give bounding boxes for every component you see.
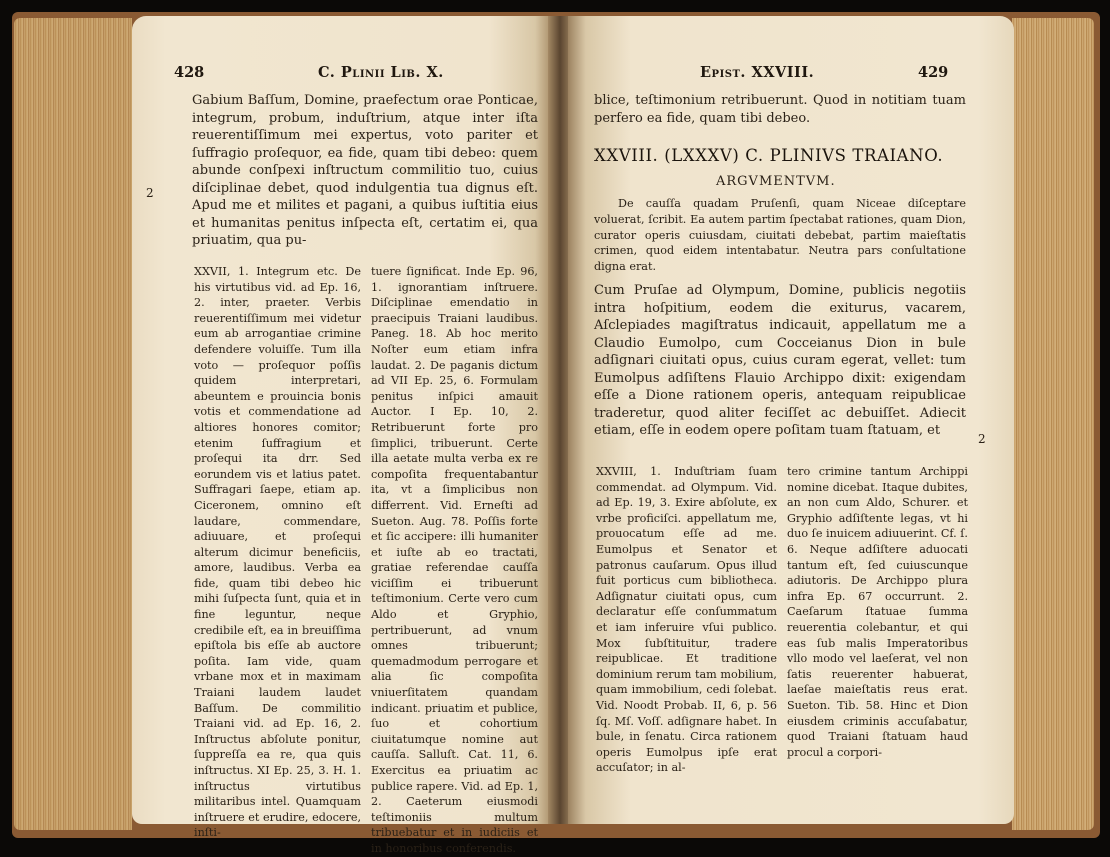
left-page [132,16,552,855]
page-number: 428 [174,64,205,81]
page-edges-left [14,18,132,830]
margin-number: 2 [146,186,154,200]
footnote-text: XXVII, 1. Integrum etc. De his virtutibus vid. ad Ep. 16, 2. inter, praeter. Verbis reuerentiſſimum mei videtur eum ab arrogantiae crimine defendere voluiſſe. Tum illa voto — proſequor poſſis quidem interpretari, abeuntem e prouincia bonis votis et commendatione ad altiores honores comitor; etenim ſuffragium et proſequi ita drr. Sed eorundem vis et latius patet. Suffragari ſaepe, etiam ap. Ciceronem, omnino eſt laudare, commendare, adiuuare, et proſequi alterum dicimur beneficiis, amore, laudibus. Verba ea fide, quam tibi debeo hic mihi ſuſpecta ſunt, quia et in fine leguntur, neque credibile eſt, ea in breuiſſima epiſtola bis eſſe ab auctore poſita. Iam vide, quam vrbane mox et in maximam Traiani laudem laudet Baſſum. De commilitio Traiani vid. ad Ep. 16, 2. Inſtructus abſolute ponitur, ſuppreſſa ea re, qua quis inſtructus. XI Ep. 25, 3. H. 1. inſtructus virtutibus militaribus intel. Quamquam inſtruere et erudire, edocere, inſti- [194,265,361,840]
page-number: 429 [918,64,949,81]
footnotes-column-1 [596,464,777,776]
right-page [568,16,1014,824]
footnotes-column-2 [371,264,538,857]
argumentum-label: ARGVMENTVM. [716,174,836,189]
running-head: C. Plinii Lib. X. [318,64,444,81]
margin-number: 2 [978,432,986,446]
main-text-paragraph: Gabium Baſſum, Domine, praefectum orae Ponticae, integrum, probum, induſtrium, atque inter iſta reuerentiſſimum mei expertus, voto pariter et ſuffragio proſequor, ea fide, quam tibi debeo: quem abunde conſpexi inſtructum commilitio tuo, cuius diſciplinae debet, quod indulgentia tua dignus eſt. Apud me et milites et pagani, a quibus iuſtitia eius et humanitas penitus inſpecta eſt, certatim ei, qua priuatim, qua pu- [192,93,538,248]
continued-text-paragraph: blice, teſtimonium retribuerunt. Quod in notitiam tuam perfero ea fide, quam tibi debeo. [594,93,966,126]
main-text [192,92,538,250]
main-text [594,282,966,440]
footnotes [194,264,538,857]
footnotes [596,464,968,776]
footnote-text: XXVIII, 1. Induſtriam ſuam commendat. ad Olympum. Vid. ad Ep. 19, 3. Exire abſolute, ex vrbe proficiſci. appellatum me, prouocatum eſſe ad me. Eumolpus et Senator et patronus cauſarum. Opus illud fuit porticus cum bibliotheca. Adſignatur ciuitati opus, cum declaratur eſſe conſummatum et iam inferuire vſui publico. Mox ſubſtituitur, tradere reipublicae. Et traditione dominium rerum tam mobilium, quam immobilium, cedi ſolebat. Vid. Noodt Probab. II, 6, p. 56 ſq. Mſ. Voſſ. adſignare habet. In bule, in ſenatu. Circa rationem operis Eumolpus ipſe erat accuſator; in al- [596,465,777,775]
footnote-text: tuere ſignificat. Inde Ep. 96, 1. ignorantiam inſtruere. Diſciplinae emendatio in praecipuis Traiani laudibus. Paneg. 18. Ab hoc merito Noſter eum etiam infra laudat. 2. De paganis dictum ad VII Ep. 25, 6. Formulam penitus inſpici amauit Auctor. I Ep. 10, 2. Retribuerunt forte pro ſimplici, tribuerunt. Certe illa aetate multa verba ex re compoſita frequentabantur ita, vt a ſimplicibus non differrent. Vid. Erneſti ad Sueton. Aug. 78. Poſſis forte et ſic accipere: illi humaniter et iuſte ab eo tractati, gratiae referendae cauſſa viciſſim ei tribuerunt teſtimonium. Certe vero cum Aldo et Gryphio, pertribuerunt, ad vnum omnes tribuerunt; quemadmodum perrogare et alia ſic compoſita vniuerſitatem quandam indicant. priuatim et publice, ſuo et cohortium ciuitatumque nomine aut cauſſa. Salluſt. Cat. 11, 6. Exercitus ea priuatim ac publice rapere. Vid. ad Ep. 1, 2. Caeterum eiusmodi teſtimoniis multum tribuebatur et in iudiciis et in honoribus conferendis. [371,265,538,855]
argumentum-text: De cauſſa quadam Pruſenſi, quam Niceae diſceptare voluerat, ſcribit. Ea autem partim ſpectabat rationes, quam Dion, curator operis cuiusdam, ciuitati debebat, partim maieſtatis crimen, quod eidem intentabatur. Neutra pars conſultatione digna erat. [594,197,966,274]
footnote-text: tero crimine tantum Archippi nomine dicebat. Itaque dubites, an non cum Aldo, Schurer. et Gryphio adſiſtente legas, vt hi duo ſe inuicem adiuuerint. Cf. ſ. 6. Neque adſiſtere aduocati tantum eſt, ſed cuiuscunque adiutoris. De Archippo plura infra Ep. 67 occurrunt. 2. Caeſarum ſtatuae ſumma reuerentia colebantur, et qui eas ſub malis Imperatoribus vllo modo vel laeſerat, vel non ſatis reuerenter habuerat, laeſae maieſtatis reus erat. Sueton. Tib. 58. Hinc et Dion eiusdem criminis accuſabatur, quod Traiani ſtatuam haud procul a corpori- [787,465,968,759]
page-edges-right [1012,18,1094,830]
running-head: Epist. XXVIII. [700,64,815,81]
footnotes-column-1 [194,264,361,857]
continued-text [594,92,966,127]
letter-heading: XXVIII. (LXXXV) C. PLINIVS TRAIANO. [594,146,944,165]
footnotes-column-2 [787,464,968,776]
main-text-paragraph: Cum Pruſae ad Olympum, Domine, publicis negotiis intra hoſpitium, eodem die exiturus, vacarem, Aſclepiades magiſtratus indicauit, appellatum me a Claudio Eumolpo, cum Cocceianus Dion in bule adſignari ciuitati opus, cuius curam egerat, vellet: tum Eumolpus adſiſtens Flauio Archippo dixit: exigendam eſſe a Dione rationem operis, antequam reipublicae traderetur, quod aliter feciſſet ac debuiſſet. Adiecit etiam, eſſe in eodem opere poſitam tuam ſtatuam, et [594,283,966,438]
